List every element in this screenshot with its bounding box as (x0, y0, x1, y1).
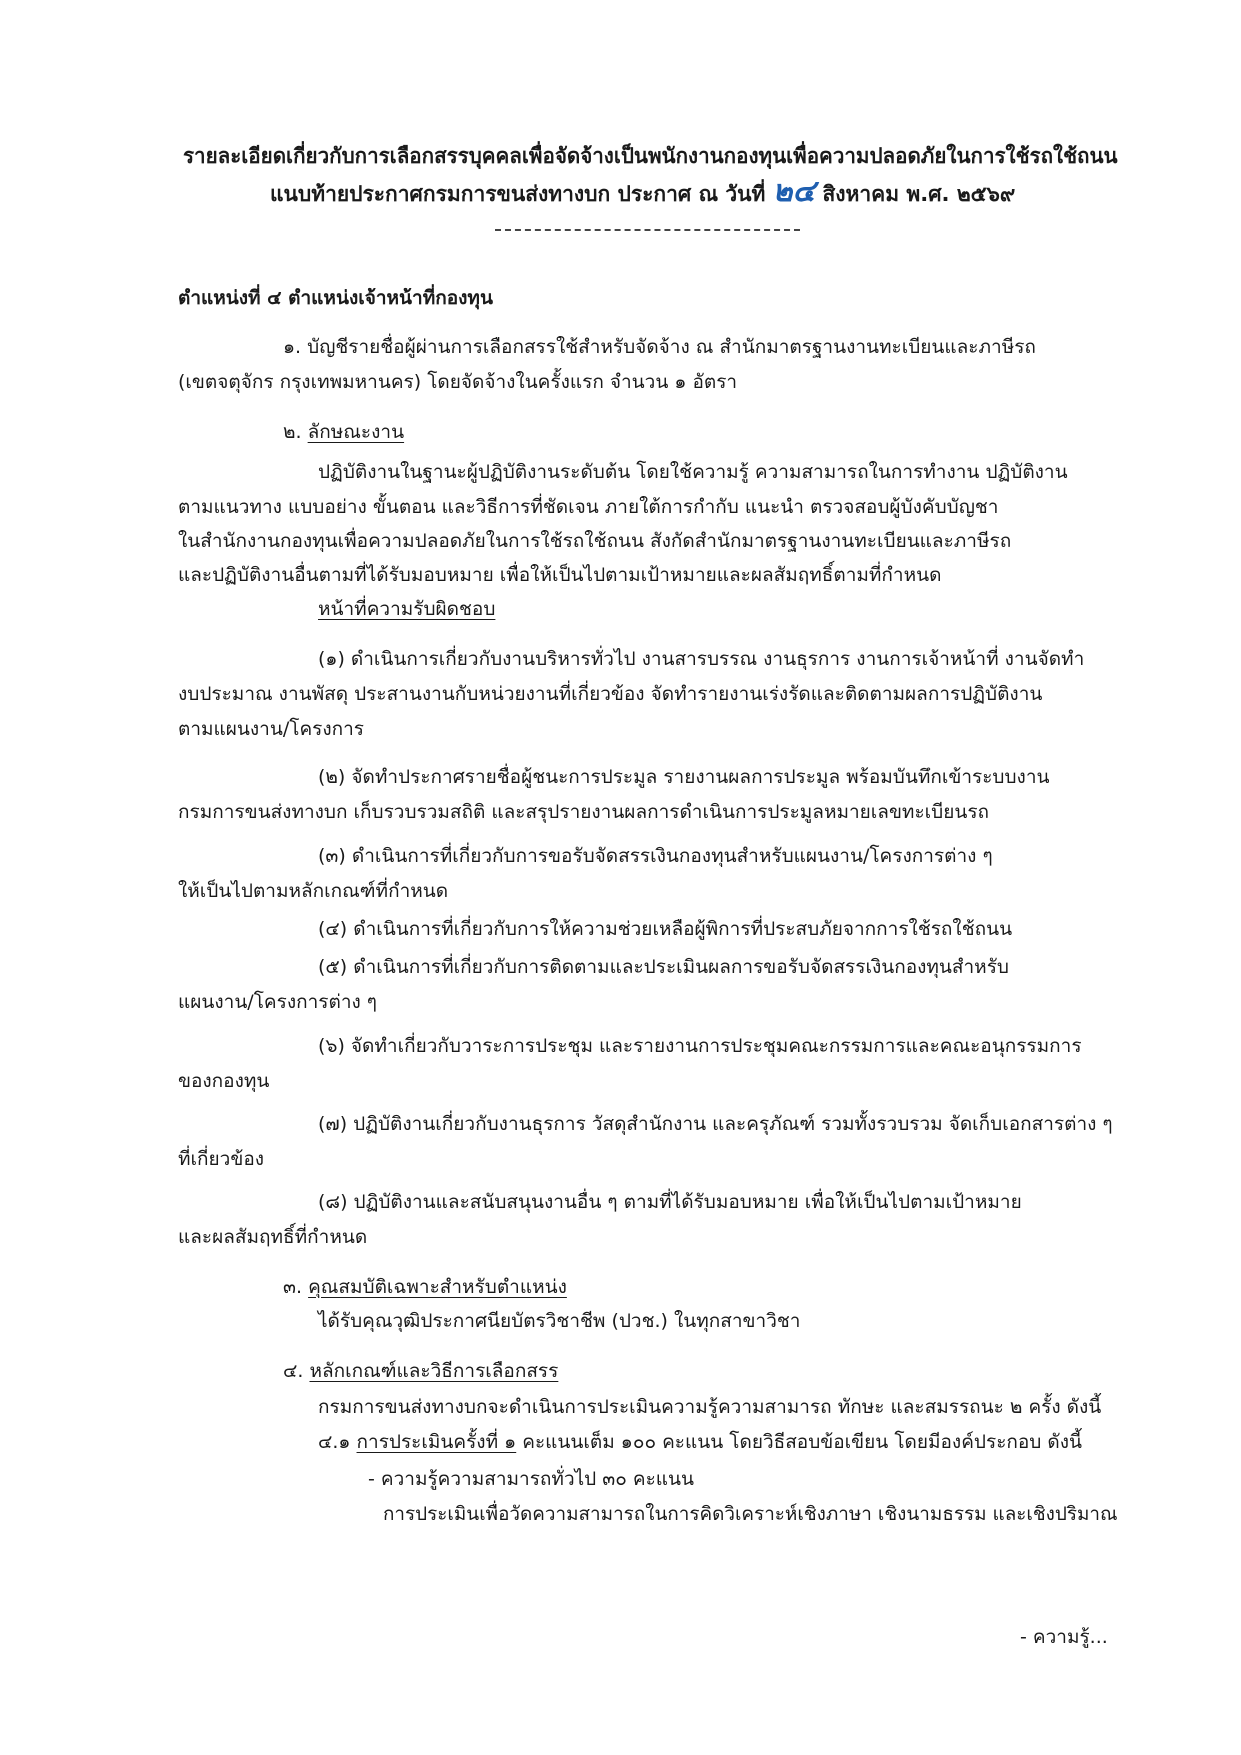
s4-item-1-desc: การประเมินเพื่อวัดความสามารถในการคิดวิเคราะห์เชิงภาษา เชิงนามธรรม และเชิงปริมาณ (383, 1503, 1118, 1525)
duty-line-11: (๖) จัดทำเกี่ยวกับวาระการประชุม และรายงานการประชุมคณะกรรมการและคณะอนุกรรมการ (318, 1035, 1082, 1057)
duty-line-12: ของกองทุน (178, 1070, 270, 1092)
duty-line-3: ตามแผนงาน/โครงการ (178, 718, 365, 740)
handwritten-day: ๒๔ (772, 174, 816, 209)
s3-heading-text: คุณสมบัติเฉพาะสำหรับตำแหน่ง (308, 1276, 567, 1298)
header-title-suffix: สิงหาคม พ.ศ. ๒๕๖๙ (822, 182, 1016, 206)
duty-line-5: กรมการขนส่งทางบก เก็บรวบรวมสถิติ และสรุปรายงานผลการดำเนินการประมูลหมายเลขทะเบียนรถ (178, 801, 990, 823)
duties-heading: หน้าที่ความรับผิดชอบ (318, 598, 496, 620)
header-title-prefix: แนบท้ายประกาศกรมการขนส่งทางบก ประกาศ ณ วันที่ (270, 182, 766, 206)
s3-text: ได้รับคุณวุฒิประกาศนียบัตรวิชาชีพ (ปวช.) ในทุกสาขาวิชา (318, 1310, 801, 1332)
s4-sub-number: ๔.๑ (318, 1431, 351, 1453)
duty-line-1: (๑) ดำเนินการเกี่ยวกับงานบริหารทั่วไป งานสารบรรณ งานธุรการ งานการเจ้าหน้าที่ งานจัดทำ (318, 648, 1085, 670)
duty-line-14: ที่เกี่ยวข้อง (178, 1148, 265, 1170)
duty-line-2: งบประมาณ งานพัสดุ ประสานงานกับหน่วยงานที่เกี่ยวข้อง จัดทำรายงานเร่งรัดและติดตามผลการปฏิบัติงาน (178, 683, 1043, 705)
duty-line-4: (๒) จัดทำประกาศรายชื่อผู้ชนะการประมูล รายงานผลการประมูล พร้อมบันทึกเข้าระบบงาน (318, 766, 1050, 788)
duty-line-16: และผลสัมฤทธิ์ที่กำหนด (178, 1226, 368, 1248)
position-title: ตำแหน่งที่ ๔ ตำแหน่งเจ้าหน้าที่กองทุน (178, 287, 493, 309)
s4-heading-text: หลักเกณฑ์และวิธีการเลือกสรร (309, 1360, 559, 1382)
s1-line-1: ๑. บัญชีรายชื่อผู้ผ่านการเลือกสรรใช้สำหรับจัดจ้าง ณ สำนักมาตรฐานงานทะเบียนและภาษีรถ (283, 336, 1036, 358)
s4-heading (283, 1357, 558, 1385)
s2-number: ๒. (283, 421, 302, 443)
s4-sub-1 (318, 1428, 1082, 1456)
s3-heading (283, 1273, 567, 1301)
s2-desc-line-2: ตามแนวทาง แบบอย่าง ขั้นตอน และวิธีการที่ชัดเจน ภายใต้การกำกับ แนะนำ ตรวจสอบผู้บังคับบัญชา (178, 496, 999, 518)
header-divider (495, 229, 800, 231)
s1-line-2: (เขตจตุจักร กรุงเทพมหานคร) โดยจัดจ้างในครั้งแรก จำนวน ๑ อัตรา (178, 371, 738, 393)
s4-sub-heading: การประเมินครั้งที่ ๑ (356, 1431, 517, 1453)
duty-line-10: แผนงาน/โครงการต่าง ๆ (178, 991, 378, 1013)
duty-line-15: (๘) ปฏิบัติงานและสนับสนุนงานอื่น ๆ ตามที่ได้รับมอบหมาย เพื่อให้เป็นไปตามเป้าหมาย (318, 1191, 1022, 1213)
s2-desc-line-3: ในสำนักงานกองทุนเพื่อความปลอดภัยในการใช้รถใช้ถนน สังกัดสำนักมาตรฐานงานทะเบียนและภาษีรถ (178, 530, 1012, 552)
s4-number: ๔. (283, 1360, 304, 1382)
s3-number: ๓. (283, 1276, 303, 1298)
header-title-line1: รายละเอียดเกี่ยวกับการเลือกสรรบุคคลเพื่อจัดจ้างเป็นพนักงานกองทุนเพื่อความปลอดภัยในการใช้รถใช้ถนน (183, 144, 1118, 168)
s2-desc-line-1: ปฏิบัติงานในฐานะผู้ปฏิบัติงานระดับต้น โดยใช้ความรู้ ความสามารถในการทำงาน ปฏิบัติงาน (318, 461, 1068, 483)
duty-line-8: (๔) ดำเนินการที่เกี่ยวกับการให้ความช่วยเหลือผู้พิการที่ประสบภัยจากการใช้รถใช้ถนน (318, 918, 1013, 940)
s4-sub-rest: คะแนนเต็ม ๑๐๐ คะแนน โดยวิธีสอบข้อเขียน โดยมีองค์ประกอบ ดังนี้ (522, 1431, 1083, 1453)
s4-item-1: - ความรู้ความสามารถทั่วไป ๓๐ คะแนน (368, 1468, 695, 1490)
duty-line-6: (๓) ดำเนินการที่เกี่ยวกับการขอรับจัดสรรเงินกองทุนสำหรับแผนงาน/โครงการต่าง ๆ (318, 845, 993, 867)
s2-desc-line-4: และปฏิบัติงานอื่นตามที่ได้รับมอบหมาย เพื่อให้เป็นไปตามเป้าหมายและผลสัมฤทธิ์ตามที่กำหนด (178, 564, 942, 586)
s2-heading (283, 418, 404, 446)
duty-line-7: ให้เป็นไปตามหลักเกณฑ์ที่กำหนด (178, 880, 449, 902)
duty-line-9: (๕) ดำเนินการที่เกี่ยวกับการติดตามและประเมินผลการขอรับจัดสรรเงินกองทุนสำหรับ (318, 956, 1009, 978)
duty-line-13: (๗) ปฏิบัติงานเกี่ยวกับงานธุรการ วัสดุสำนักงาน และครุภัณฑ์ รวมทั้งรวบรวม จัดเก็บเอกสารต่าง ๆ (318, 1113, 1113, 1135)
s4-intro: กรมการขนส่งทางบกจะดำเนินการประเมินความรู้ความสามารถ ทักษะ และสมรรถนะ ๒ ครั้ง ดังนี้ (318, 1396, 1102, 1418)
s2-heading-text: ลักษณะงาน (307, 421, 405, 443)
page-continuation: - ความรู้... (1020, 1626, 1108, 1648)
header-title-line2 (270, 174, 1016, 209)
